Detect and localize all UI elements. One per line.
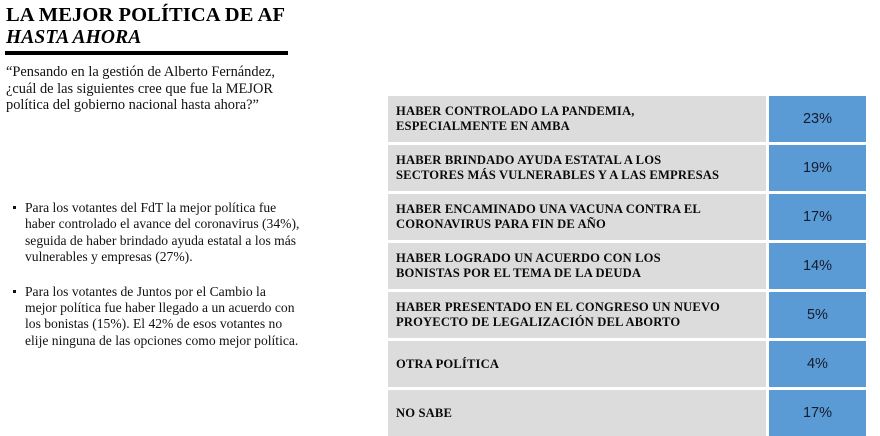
result-value-cell: 14%	[769, 243, 866, 289]
result-label-line: HABER ENCAMINADO UNA VACUNA CONTRA EL	[396, 202, 701, 217]
result-label-cell	[388, 292, 766, 338]
result-label-cell	[388, 243, 766, 289]
result-value-cell: 4%	[769, 341, 866, 387]
results-table	[388, 96, 866, 436]
left-panel	[0, 0, 372, 435]
page-subtitle: HASTA AHORA	[6, 27, 142, 48]
bullet-text: Para los votantes del FdT la mejor política fue haber controlado el avance del coronavirus (34%), seguida de haber brindado ayuda estatal a los más vulnerables y empresas (27%).	[25, 200, 300, 265]
bullet-point-icon	[13, 290, 16, 293]
result-label-line: PROYECTO DE LEGALIZACIÓN DEL ABORTO	[396, 315, 681, 329]
table-row	[388, 194, 866, 240]
result-label-line: OTRA POLÍTICA	[396, 356, 500, 371]
slide-title-block	[6, 4, 336, 49]
table-row	[388, 292, 866, 338]
result-label-line: NO SABE	[396, 405, 452, 420]
result-label-line: HABER PRESENTADO EN EL CONGRESO UN NUEVO	[396, 300, 720, 315]
result-value-cell: 5%	[769, 292, 866, 338]
result-value-cell: 23%	[769, 96, 866, 142]
result-label-line: HABER BRINDADO AYUDA ESTATAL A LOS	[396, 153, 662, 168]
table-row	[388, 341, 866, 387]
bullet-text: Para los votantes de Juntos por el Cambio la mejor política fue haber llegado a un acuerdo con los bonistas (15%). El 42% de esos votantes no elije ninguna de las opciones como mejor política.	[25, 283, 299, 348]
result-label-cell	[388, 145, 766, 191]
result-label-line: BONISTAS POR EL TEMA DE LA DEUDA	[396, 266, 642, 280]
result-value-cell: 17%	[769, 390, 866, 436]
table-row	[388, 390, 866, 436]
result-value-cell: 17%	[769, 194, 866, 240]
table-row	[388, 243, 866, 289]
result-label-cell	[388, 194, 766, 240]
table-row	[388, 96, 866, 142]
table-row	[388, 145, 866, 191]
result-label-line: HABER CONTROLADO LA PANDEMIA,	[396, 104, 635, 119]
page-title: LA MEJOR POLÍTICA DE AF	[6, 4, 286, 26]
result-value-cell: 19%	[769, 145, 866, 191]
result-label-line: HABER LOGRADO UN ACUERDO CON LOS	[396, 251, 661, 266]
result-label-line: CORONAVIRUS PARA FIN DE AÑO	[396, 217, 606, 231]
result-label-cell	[388, 96, 766, 142]
list-item	[0, 284, 300, 350]
result-label-line: SECTORES MÁS VULNERABLES Y A LAS EMPRESAS	[396, 168, 720, 182]
survey-question-text: “Pensando en la gestión de Alberto Fernández, ¿cuál de las siguientes cree que fue la MEJOR política del gobierno nacional hasta ahora?”	[6, 64, 275, 114]
insight-bullet-list	[0, 200, 300, 367]
result-label-cell	[388, 341, 766, 387]
list-item	[0, 200, 300, 266]
bullet-point-icon	[13, 206, 16, 209]
result-label-cell	[388, 390, 766, 436]
title-underline-rule	[5, 51, 288, 55]
result-label-line: ESPECIALMENTE EN AMBA	[396, 119, 570, 133]
